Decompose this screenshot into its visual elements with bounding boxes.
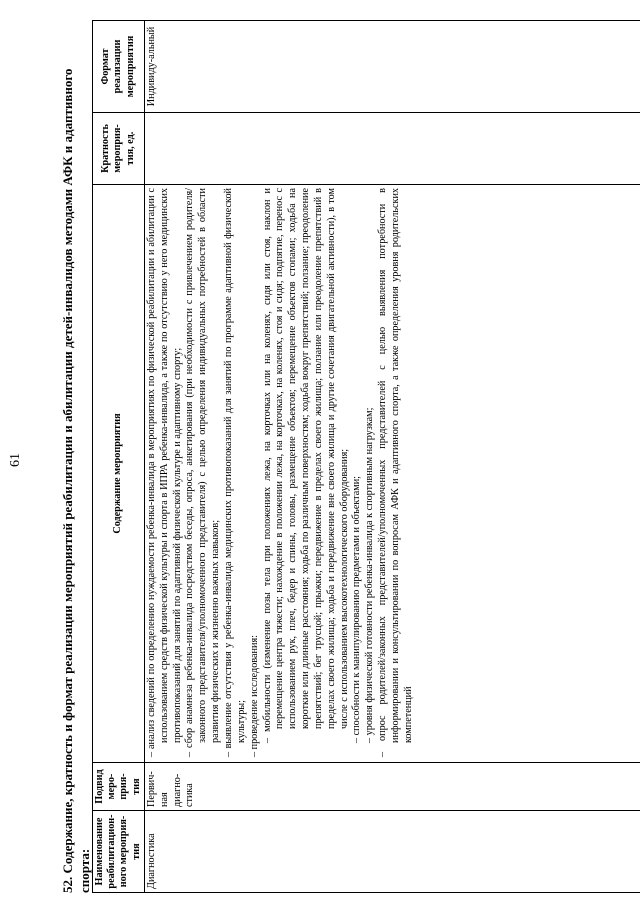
cell-subtype: Первич-ная диагно-стика bbox=[144, 763, 640, 811]
content-item: – выявление отсутствия у ребенка-инвалида медицинских противопоказаний для занятий по программе адаптивной физической культуры; bbox=[223, 188, 247, 757]
content-item: – сбор анамнеза ребенка-инвалида посредством беседы, опроса, анкетирования (при необходимости с привлечением родителя/законного представителя/уполномоченного представителя) с целью определения индивидуальных потребностей в области развития физических и жизненно важных навыков; bbox=[184, 188, 222, 757]
content-sub-item: – мобильности (изменение позы тела при положениях лежа, на корточках или на коленях, сидя или стоя, наклон и перемещение центра тяжести; нахождение в положении лежа, на корточках, на коленях, стоя и сидя; подпятие, перенос с использованием рук, плеч, бедер и спины, головы, размещение объектов; перемещение объектов стопами; ходьба на короткие или длинные расстояния; ходьба по различным поверхностям; ходьба вокруг препятствий; ползание; преодоление препятствий; бег трусцой; прыжки; передвижение в пределах своего жилища; ползание или преодоление препятствий в пределах своего жилища; ходьба и передвижение вне своего жилища и другие сочетания двигательной активности), в том числе с использованием высокотехнологического оборудования; bbox=[261, 188, 350, 743]
section-title: 52. Содержание, кратность и формат реализации мероприятий реабилитации и абилитации детей-инвалидов методами АФК и адаптивного спорта: bbox=[60, 68, 92, 893]
rehabilitation-table bbox=[92, 20, 640, 893]
content-item: – анализ сведений по определению нуждаемости ребенка-инвалида в мероприятиях по физической реабилитации и абилитации с использованием средств физической культуры и спорта в ИПРА ребенка-инвалида, а также по отсутствию у него медицинских противопоказаний для занятий по адаптивной физической культуре и адаптивному спорту; bbox=[145, 188, 183, 757]
cell-content bbox=[144, 185, 640, 763]
header-name: Наименование реабилитацион-ного мероприя-тия bbox=[93, 811, 145, 893]
header-subtype: Подвид меро-прия-тия bbox=[93, 763, 145, 811]
cell-frequency bbox=[144, 113, 640, 185]
content-sub-item: – способности к манипулированию предметами и объектами; bbox=[351, 476, 363, 743]
content-item: – опрос родителей/законных представителей/уполномоченных представителей с целью выявления потребности в информировании и консультировании по вопросам АФК и адаптивного спорта, а также определения уровня родительских компетенций bbox=[377, 188, 414, 757]
content-sub-item: – уровня физической готовности ребенка-инвалида к спортивным нагрузкам; bbox=[364, 407, 376, 743]
header-format: Формат реализации мероприятия bbox=[93, 21, 145, 113]
content-item: – проведение исследования: bbox=[248, 635, 260, 757]
page-number: 61 bbox=[8, 453, 23, 467]
cell-format: Индивиду-альный bbox=[144, 21, 640, 113]
cell-name: Диагностика bbox=[144, 811, 640, 893]
table-row bbox=[144, 21, 640, 893]
header-frequency: Кратность мероприя-тия, ед. bbox=[93, 113, 145, 185]
header-content: Содержание мероприятия bbox=[93, 185, 145, 763]
table-header-row bbox=[93, 21, 145, 893]
